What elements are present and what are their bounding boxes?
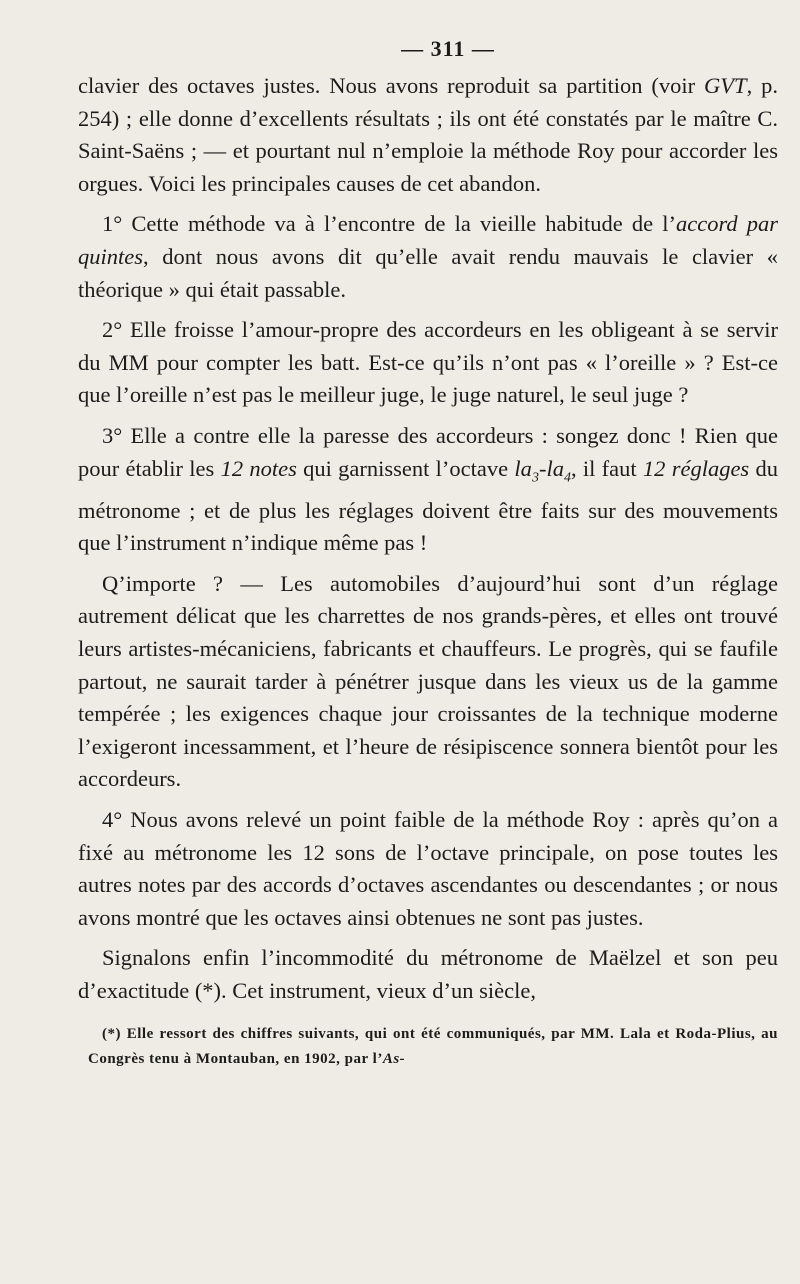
footnote-line: [88, 1022, 778, 1072]
paragraph-3-text: 2° Elle froisse l’amour-propre des accordeurs en les obligeant à se servir du MM pour compter les batt. Est-ce qu’ils n’ont pas « l’oreille » ? Est-ce que l’oreille n’est pas le meilleur juge, le juge naturel, le seul juge ?: [78, 317, 778, 408]
note-la4: [546, 455, 571, 486]
paragraph-2: [78, 208, 778, 306]
note-la3-name: la: [514, 455, 532, 481]
page-number: — 311 —: [401, 36, 495, 61]
paragraph-1: [78, 70, 778, 200]
note-la3-octave: 3: [531, 470, 539, 486]
paragraph-2-text-a: 1° Cette méthode va à l’encontre de la vieille habitude de l’: [102, 211, 676, 237]
paragraph-4-text-c: , il faut: [570, 455, 643, 481]
footnote-text-a: (*) Elle ressort des chiffres suivants, qui ont été communiqués, par MM. Lala et Roda-Plius, au Congrès tenu à Montauban, en 1902, par l’: [88, 1025, 778, 1067]
note-range-dash: -: [538, 455, 547, 481]
paragraph-5-text: Q’importe ? — Les automobiles d’aujourd’hui sont d’un réglage autrement délicat que les charrettes de nos grands-pères, et elles ont trouvé leurs artistes-mécaniciens, fabricants et chauffeurs. Le progrès, qui se faufile partout, ne saurait tarder à pénétrer jusque dans les vieux us de la gamme tempérée ; les exigences chaque jour croissantes de la technique moderne l’exigeront incessamment, et l’heure de résipiscence sonnera bientôt pour les accordeurs.: [78, 570, 778, 792]
paragraph-4-text-d: du métronome ; et de plus les réglages doivent être faits sur des mouvements que l’instrument n’indique même pas !: [78, 455, 778, 556]
term-12-reglages: 12 réglages: [642, 455, 750, 481]
paragraph-3: [78, 314, 778, 412]
paragraph-7: [78, 942, 778, 1007]
paragraph-4: [78, 420, 778, 560]
term-accord-par-quintes: accord par quintes: [78, 211, 778, 269]
reference-gvt: GVT: [704, 73, 747, 98]
body-text: [78, 70, 778, 1008]
footnote-text-b: As-: [382, 1050, 406, 1067]
paragraph-1-text-a: clavier des octaves justes. Nous avons reproduit sa partition (voir: [78, 73, 705, 98]
footnote: [78, 1022, 778, 1072]
paragraph-4-text-b: qui garnissent l’octave: [296, 455, 515, 481]
note-la4-name: la: [546, 455, 564, 481]
paragraph-6: [78, 804, 778, 934]
paragraph-5: [78, 568, 778, 796]
paragraph-1-text-b: , p. 254) ; elle donne d’excellents résultats ; ils ont été constatés par le maître C. Saint-Saëns ; — et pourtant nul n’emploie la méthode Roy pour accorder les orgues. Voici les principales causes de cet abandon.: [78, 73, 778, 196]
note-la4-octave: 4: [563, 470, 571, 486]
paragraph-6-text: 4° Nous avons relevé un point faible de la méthode Roy : après qu’on a fixé au métronome les 12 sons de l’octave principale, on pose toutes les autres notes par des accords d’octaves ascendantes ou descendantes ; or nous avons montré que les octaves ainsi obtenues ne sont pas justes.: [78, 806, 778, 930]
paragraph-7-text: Signalons enfin l’incommodité du métronome de Maëlzel et son peu d’exactitude (*). Cet instrument, vieux d’un siècle,: [78, 945, 778, 1003]
paragraph-2-text-b: , dont nous avons dit qu’elle avait rendu mauvais le clavier « théorique » qui était passable.: [78, 243, 778, 302]
term-12-notes: 12 notes: [220, 455, 297, 481]
note-la3: [514, 455, 539, 486]
paragraph-4-text-a: 3° Elle a contre elle la paresse des accordeurs : songez donc ! Rien que pour établir les: [78, 422, 778, 481]
